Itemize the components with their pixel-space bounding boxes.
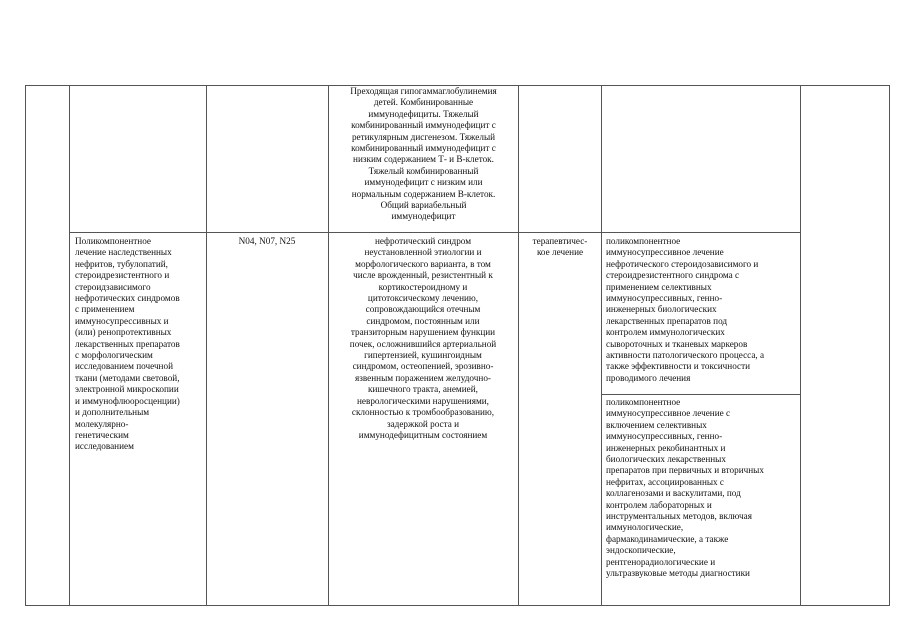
continued-diagnosis-cell: Преходящая гипогаммаглобулинемия детей. Комбинированные иммунодефициты. Тяжелый комбинированный иммунодефицит с ретикулярным дисгенезом. Тяжелый комбинированный иммунодефицит с низким содержанием Т- и В-клеток. Тяжелый комбинированный иммунодефицит с низким или нормальным содержанием В-клеток. Общий вариабельный иммунодефицит bbox=[350, 86, 497, 222]
treatment-method-cell-2: поликомпонентное иммуносупрессивное лечение с включением селективных иммуносупрессивных, генно- инженерных рекобинантных и биологических лекарственных препаратов при первичных и вторичных нефритах, ассоциированных с коллагенозами и васкулитами, под контролем лабораторных и инструментальных методов, включая иммунологические, фармакодинамические, а также эндоскопические, рентгенорадиологические и ультразвуковые методы диагностики bbox=[606, 397, 764, 579]
treatment-method-cell-1: поликомпонентное иммуносупрессивное лечение нефротического стероидозависимого и стероидрезистентного синдрома с применением селективных иммуносупрессивных, генно- инженерных биологических лекарственных препаратов под контролем иммунологических сывороточных и тканевых маркеров активности патологического процесса, а также эффективности и токсичности проводимого лечения bbox=[606, 236, 765, 383]
care-type-cell: Поликомпонентное лечение наследственных нефритов, тубулопатий, стероидрезистентного и стероидзависимого нефротических синдромов с применением иммуносупрессивных и (или) ренопротективных лекарственных препаратов с морфологическим исследованием почечной ткани (методами световой, электронной микроскопии и иммунофлюоросценции) и дополнительным молекулярно- генетическим исследованием bbox=[75, 236, 180, 452]
column-border-5 bbox=[601, 85, 602, 606]
column-border-1 bbox=[69, 85, 70, 606]
patient-model-cell: нефротический синдром неустановленной этиологии и морфологического варианта, в том числе врожденный, резистентный к кортикостероидному и цитотоксическому лечению, сопровождающийся отечным синдромом, постоянным или транзиторным нарушением функции почек, осложнившийся артериальной гипертензией, кушингоидным синдромом, остеопенией, эрозивно- язвенным поражением желудочно- кишечного тракта, анемией, неврологическими нарушениями, склонностью к тромбообразованию, задержкой роста и иммунодефицитным состоянием bbox=[349, 236, 497, 440]
icd-codes-cell: N04, N07, N25 bbox=[238, 236, 296, 246]
column-border-0 bbox=[25, 85, 26, 606]
column-border-2 bbox=[206, 85, 207, 606]
column-border-6 bbox=[800, 85, 801, 606]
method-separator bbox=[601, 394, 800, 395]
row-separator bbox=[69, 232, 800, 233]
column-border-4 bbox=[518, 85, 519, 606]
table-bottom-border bbox=[25, 605, 890, 606]
treatment-type-cell: терапевтичес- кое лечение bbox=[532, 236, 588, 258]
column-border-7 bbox=[889, 85, 890, 606]
column-border-3 bbox=[328, 85, 329, 606]
